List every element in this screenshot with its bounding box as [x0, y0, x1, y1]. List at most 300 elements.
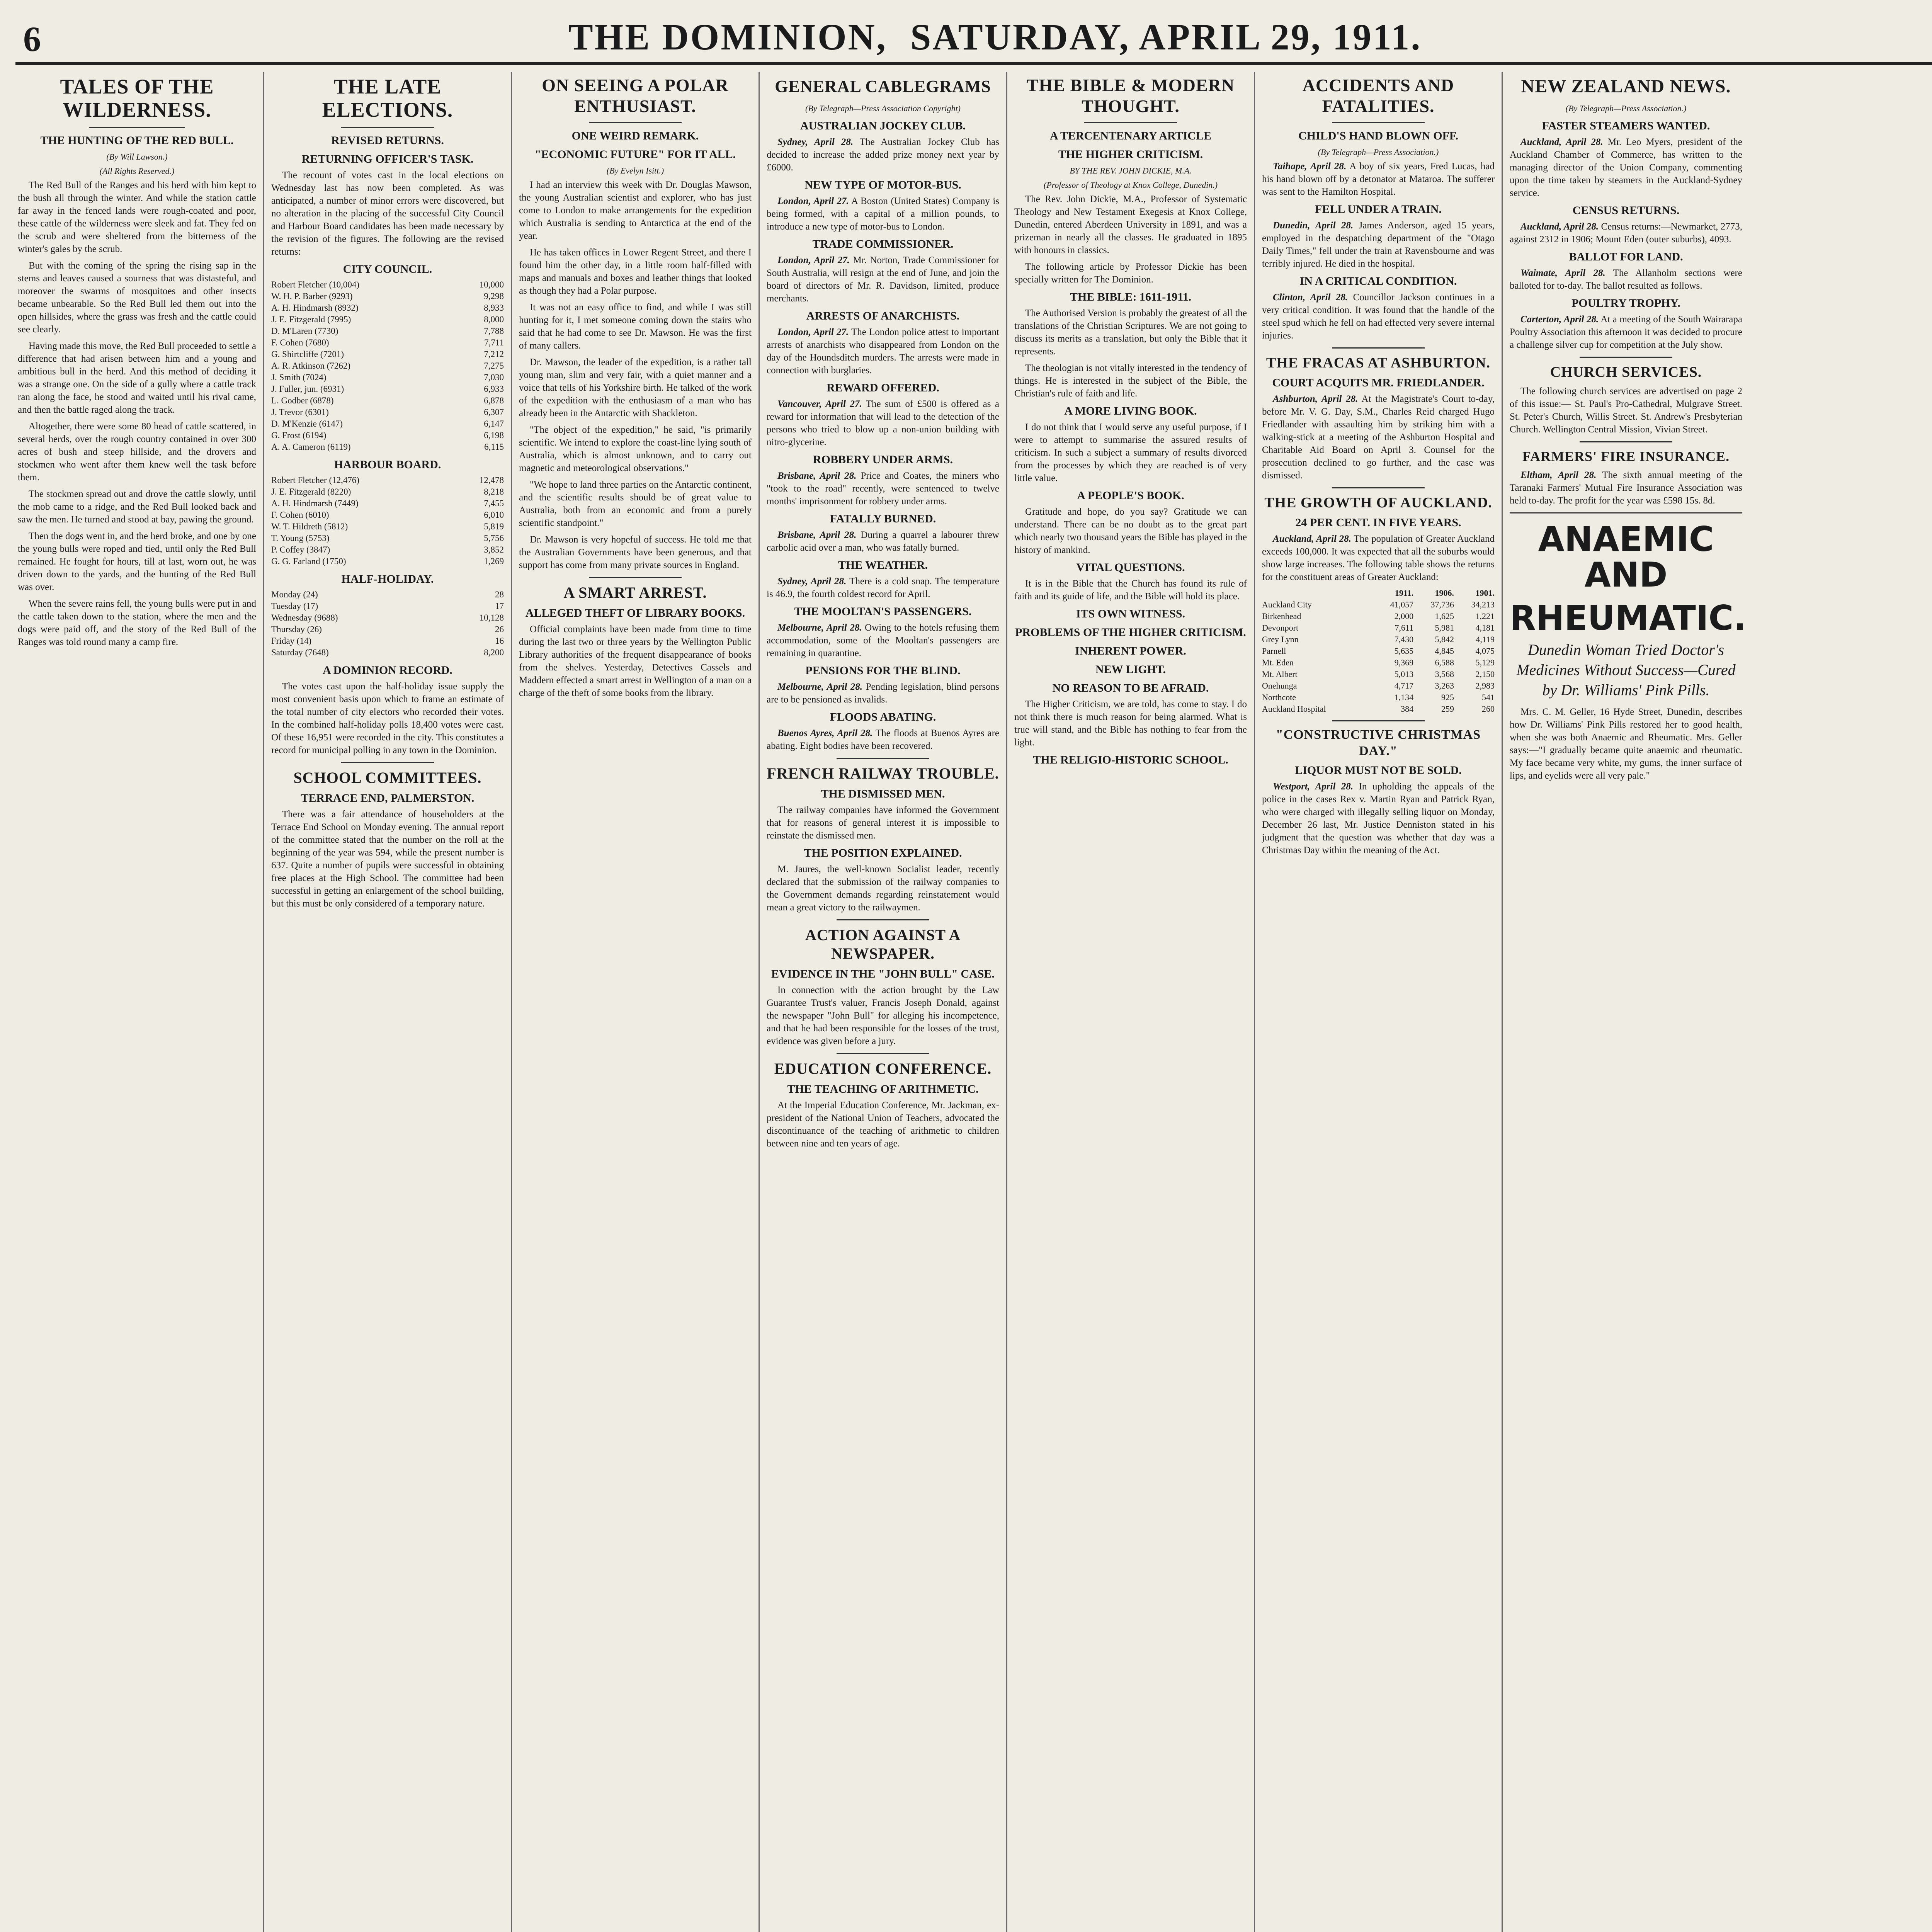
column-4	[759, 72, 1006, 1932]
subhead-own-witness: ITS OWN WITNESS.	[1076, 607, 1185, 620]
table-row	[271, 486, 504, 498]
table-row	[1262, 634, 1495, 645]
subhead-tercentenary: A TERCENTENARY ARTICLE	[1050, 129, 1211, 142]
table-row	[271, 589, 504, 600]
table-cell: D. M'Kenzie (6147)	[271, 419, 343, 429]
headline-accidents: ACCIDENTS AND FATALITIES.	[1302, 75, 1454, 116]
headline-growth: THE GROWTH OF AUCKLAND.	[1264, 495, 1492, 511]
table-cell: 259	[1441, 704, 1454, 714]
paragraph: It is in the Bible that the Church has found its rule of faith and its guide of life, and the Bible will hold its place.	[1014, 578, 1247, 602]
paragraph-text: Owing to the hotels refusing them accommodation, some of the Mooltan's passengers are remaining in quarantine.	[767, 622, 999, 658]
table-cell: 3,852	[484, 545, 504, 554]
subhead-weird: ONE WEIRD REMARK.	[571, 129, 699, 142]
table-row	[271, 314, 504, 325]
subhead-economic: "ECONOMIC FUTURE" FOR IT ALL.	[534, 148, 736, 161]
headline-school: SCHOOL COMMITTEES.	[293, 769, 482, 786]
table-cell: 7,455	[484, 498, 504, 508]
table-cell: 17	[495, 601, 504, 611]
table-cell: Wednesday (9688)	[271, 613, 338, 622]
table-cell: Monday (24)	[271, 590, 318, 599]
column-3	[511, 72, 759, 1932]
table-row	[271, 521, 504, 532]
dateline: Eltham, April 28.	[1520, 470, 1597, 480]
column-7	[1502, 72, 1749, 1932]
subhead-new-light: NEW LIGHT.	[1095, 663, 1166, 676]
population-table	[1262, 587, 1495, 715]
table-row	[271, 337, 504, 349]
table-cell: 12,478	[479, 475, 504, 485]
subhead-position: THE POSITION EXPLAINED.	[804, 847, 962, 859]
table-cell: 10,128	[479, 613, 504, 622]
credit: (By Telegraph—Press Association.)	[1565, 104, 1687, 113]
paragraph	[767, 136, 999, 174]
paragraph: The following article by Professor Dickie has been specially written for The Dominion.	[1014, 262, 1247, 285]
paragraph-text: Mr. Leo Myers, president of the Auckland Chamber of Commerce, has written to the managing director of the Union Company, commenting upon the time taken by steamers in the Auckland-Sydney service.	[1510, 137, 1742, 198]
item-headline: FELL UNDER A TRAIN.	[1315, 203, 1442, 216]
subhead-terrace-end: TERRACE END, PALMERSTON.	[301, 792, 474, 804]
paragraph	[1510, 469, 1742, 507]
table-cell: 8,933	[484, 303, 504, 313]
table-row	[271, 509, 504, 521]
columns	[15, 72, 1932, 1932]
paragraph-text: The sixth annual meeting of the Taranaki Farmers' Mutual Fire Insurance Association was held to-day. The profit for the year was £598 15s. 8d.	[1510, 470, 1742, 506]
table-cell: 7,430	[1394, 634, 1414, 644]
paragraph: It was not an easy office to find, and while I was still hunting for it, I met someone coming down the stairs who said that he had come to see Dr. Mawson. He was the first of many callers.	[519, 302, 752, 351]
table-row	[271, 474, 504, 486]
headline-farmers: FARMERS' FIRE INSURANCE.	[1522, 449, 1730, 464]
table-row	[271, 349, 504, 360]
dateline: Ashburton, April 28.	[1273, 394, 1358, 404]
headline-elections: THE LATE ELECTIONS.	[322, 75, 453, 121]
ad-subheading: Dunedin Woman Tried Doctor's Medicines Without Success—Cured by Dr. Williams' Pink Pills.	[1516, 641, 1736, 699]
headline-arrest: A SMART ARREST.	[563, 584, 707, 601]
subhead-revised: REVISED RETURNS.	[331, 134, 444, 147]
dateline: Westport, April 28.	[1273, 781, 1354, 792]
table-row	[1262, 622, 1495, 634]
table-cell: 9,369	[1394, 658, 1414, 667]
byline: BY THE REV. JOHN DICKIE, M.A.	[1070, 166, 1192, 175]
table-cell: 384	[1401, 704, 1414, 714]
item-headline: FLOODS ABATING.	[830, 711, 936, 723]
paragraph-text: Census returns:—Newmarket, 2773, against 2312 in 1906; Mount Eden (outer suburbs), 4093.	[1510, 221, 1742, 245]
table-row	[271, 406, 504, 418]
table-cell: 5,635	[1394, 646, 1414, 656]
dateline: London, April 27.	[777, 255, 850, 265]
paragraph-text: The sum of £500 is offered as a reward for information that will lead to the detection of the persons who tried to blow up a non-union building with nitro-glycerine.	[767, 399, 999, 447]
column-1	[15, 72, 263, 1932]
paragraph: Official complaints have been made from time to time during the last two or three years by the Wellington Public Library authorities of the frequent disappearance of books from the shelves. Yesterday, Detectives Cassels and Maddern effected a smart arrest in Wellington of a man on a charge of the theft of some books from the library.	[519, 624, 752, 698]
subhead-city-council: CITY COUNCIL.	[343, 263, 432, 276]
subhead-half-holiday: HALF-HOLIDAY.	[341, 573, 434, 585]
table-cell: 6,198	[484, 430, 504, 440]
table-row	[271, 612, 504, 624]
table-row	[271, 302, 504, 314]
item-headline: IN A CRITICAL CONDITION.	[1299, 275, 1457, 287]
subhead-percent: 24 PER CENT. IN FIVE YEARS.	[1295, 516, 1461, 529]
table-cell: 5,842	[1435, 634, 1454, 644]
paragraph-text: The London police attest to important arrests of anarchists who disappeared from London on the day of the Houndsditch murders. The arrests were made in connection with burglaries.	[767, 327, 999, 376]
credit: (By Telegraph—Press Association Copyright)	[805, 104, 961, 113]
paragraph-text: Councillor Jackson continues in a very critical condition. It was found that the handle of the steel spud which he fell on had effected very severe internal injuries.	[1262, 292, 1495, 341]
table-cell: F. Cohen (7680)	[271, 338, 329, 347]
paragraph: The Red Bull of the Ranges and his herd with him kept to the bush all through the winter. And while the station cattle far away in the fenced lands were rough-coated and poor, these cattle of the wilderness were sleek and fat. They fed on the scrub and were sheltered from the bitterness of the winter's gales by the scrub.	[18, 180, 256, 254]
dateline: Waimate, April 28.	[1520, 268, 1605, 278]
item-headline: BALLOT FOR LAND.	[1569, 250, 1683, 263]
column-6	[1254, 72, 1502, 1932]
headline-french: FRENCH RAILWAY TROUBLE.	[767, 765, 999, 782]
paragraph-text: James Anderson, aged 15 years, employed in the despatching department of the "Otago Daily Times," fell under the train at Ravensbourne and was terribly injured. He died in the hospital.	[1262, 220, 1495, 269]
paragraph: At the Imperial Education Conference, Mr. Jackman, ex-president of the National Union of Teachers, advocated the discontinuance of the teaching of arithmetic to children between nine and ten years of age.	[767, 1100, 999, 1149]
table-row	[271, 430, 504, 441]
subhead-religio: THE RELIGIO-HISTORIC SCHOOL.	[1033, 753, 1228, 766]
table-cell: 3,568	[1435, 669, 1454, 679]
item-headline: CENSUS RETURNS.	[1572, 204, 1680, 217]
ad-headline-anaemic: ANAEMIC AND	[1538, 519, 1714, 595]
paragraph	[767, 680, 999, 706]
paragraph	[767, 727, 999, 752]
table-row	[1262, 668, 1495, 680]
table-row	[271, 600, 504, 612]
dateline: Brisbane, April 28.	[777, 471, 857, 481]
paragraph	[1262, 780, 1495, 857]
paragraph: The recount of votes cast in the local elections on Wednesday last has now been completed. As was anticipated, a number of minor errors were discovered, but no alteration in the placing of the successful City Council and Harbour Board candidates has been made necessary by the revision of the figures. The following are the revised returns:	[271, 170, 504, 257]
table-cell: Thursday (26)	[271, 624, 322, 634]
table-cell: A. H. Hindmarsh (8932)	[271, 303, 359, 313]
paragraph-text: A boy of six years, Fred Lucas, had his hand blown off by a detonator at Mataroa. The sufferer was sent to the Hamilton Hospital.	[1262, 161, 1495, 197]
paragraph-text: The floods at Buenos Ayres are abating. Eight bodies have been recovered.	[767, 728, 999, 751]
paragraph: When the severe rains fell, the young bulls were put in and the cattle taken down to the station, where the men and the dogs were paid off, and the story of the Red Bull of the Ranges was told round many a camp fire.	[18, 599, 256, 647]
dateline: London, April 27.	[777, 327, 849, 337]
paragraph	[767, 326, 999, 377]
table-cell: J. E. Fitzgerald (7995)	[271, 315, 351, 324]
paragraph: The theologian is not vitally interested in the tendency of things. He is interested in the subject of the Bible, the Christian's rule of faith and life.	[1014, 363, 1247, 399]
paragraph-text: Pending legislation, blind persons are to be pensioned as invalids.	[767, 682, 999, 705]
subhead-john-bull: EVIDENCE IN THE "JOHN BULL" CASE.	[771, 968, 995, 980]
table-row	[271, 532, 504, 544]
paragraph: He has taken offices in Lower Regent Street, and there I found him the other day, in a little room half-filled with maps and manuals and boxes and leather things that looked as though they had a Polar purpose.	[519, 247, 752, 296]
rights-note: (All Rights Reserved.)	[99, 166, 175, 176]
table-cell: J. Trevor (6301)	[271, 407, 329, 417]
byline: (By Will Lawson.)	[106, 152, 168, 162]
table-cell: Grey Lynn	[1262, 634, 1299, 644]
table-cell: 1,625	[1435, 611, 1454, 621]
table-row	[271, 498, 504, 509]
paragraph: Gratitude and hope, do you say? Gratitude we can understand. There can be no doubt as to the great part which nearly two thousand years the Bible has played in the history of mankind.	[1014, 507, 1247, 555]
paragraph: Dr. Mawson, the leader of the expedition, is a rather tall young man, slim and very fair, with a quiet manner and a voice that tells of his Yorkshire birth. He talked of the work of the expedition with the enthusiasm of a man who has already been in the Antarctic with Shackleton.	[519, 357, 752, 418]
dateline: Auckland, April 28.	[1273, 534, 1352, 544]
paragraph: The votes cast upon the half-holiday issue supply the most convenient basis upon which to frame an estimate of the total number of city electors who recorded their votes. In the combined half-holiday polls 18,400 votes were cast. Of these 16,951 were recorded in the city. This constitutes a record for municipal polling in any town in the Dominion.	[271, 681, 504, 755]
half-holiday-table	[271, 589, 504, 658]
subhead-vital: VITAL QUESTIONS.	[1076, 561, 1185, 574]
table-row	[1262, 599, 1495, 611]
subhead-arithmetic: THE TEACHING OF ARITHMETIC.	[787, 1083, 979, 1095]
table-row	[271, 441, 504, 453]
table-cell: Auckland Hospital	[1262, 704, 1326, 714]
paragraph-text: At a meeting of the South Wairarapa Poultry Association this afternoon it was decided to procure a challenge silver cup for competition at the July show.	[1510, 314, 1742, 350]
paragraph: In connection with the action brought by the Law Guarantee Trust's valuer, Francis Joseph Donald, against the newspaper "John Bull" for alleging his incompetence, and that he had been responsible for the losses of the trust, evidence was given before a jury.	[767, 985, 999, 1046]
paragraph: The Rev. John Dickie, M.A., Professor of Systematic Theology and New Testament Exegesis at Knox College, Dunedin, entered Aberdeen University in 1891, and was a prizeman in nearly all the classes. He graduated in 1895 with honours in classics.	[1014, 194, 1247, 255]
table-cell: L. Godber (6878)	[271, 396, 334, 405]
column-5	[1006, 72, 1254, 1932]
table-cell: Mt. Eden	[1262, 658, 1294, 667]
table-cell: 3,263	[1435, 681, 1454, 690]
subhead-red-bull: THE HUNTING OF THE RED BULL.	[40, 134, 234, 147]
table-row	[271, 291, 504, 302]
table-cell: 6,115	[484, 442, 504, 452]
table-cell: Onehunga	[1262, 681, 1297, 690]
paragraph	[767, 621, 999, 660]
item-headline: TRADE COMMISSIONER.	[812, 238, 954, 250]
table-row	[271, 647, 504, 658]
table-cell: A. R. Atkinson (7262)	[271, 361, 351, 371]
paragraph	[767, 195, 999, 233]
dateline: Melbourne, April 28.	[777, 682, 863, 692]
table-cell: 6,307	[484, 407, 504, 417]
item-headline: CHILD'S HAND BLOWN OFF.	[1298, 129, 1458, 142]
table-header-cell: 1911.	[1395, 588, 1414, 598]
table-cell: Saturday (7648)	[271, 648, 329, 657]
table-cell: 34,213	[1471, 600, 1495, 609]
ad-paragraph: Mrs. C. M. Geller, 16 Hyde Street, Dunedin, describes how Dr. Williams' Pink Pills restored her to good health, when she was both Anaemic and Rheumatic. Mrs. Geller says:—"I gradually became quite anaemic and rheumatic. My face became very white, my gums, the inner surface of lips, and eyelids were all very pale."	[1510, 707, 1742, 781]
paragraph: Having made this move, the Red Bull proceeded to settle a difference that had arisen between him and a young and ambitious bull in the herd. And this method of deciding it was a strange one. On the side of a gully where a cattle track ran along the face, he stood and waited until his rival came, and then the battle raged along the track.	[18, 341, 256, 415]
table-cell: 260	[1482, 704, 1495, 714]
table-row	[271, 325, 504, 337]
paragraph-text: The Australian Jockey Club has decided to increase the added prize money next year by £6000.	[767, 137, 999, 173]
subhead-harbour-board: HARBOUR BOARD.	[334, 458, 441, 471]
table-cell: 5,756	[484, 533, 504, 543]
item-headline: PENSIONS FOR THE BLIND.	[805, 664, 961, 677]
paragraph: "The object of the expedition," he said, "is primarily scientific. We intend to explore the coast-line lying south of Australia, which is almost unknown, and to carry out magnetic and meteorological observations."	[519, 425, 752, 473]
table-cell: D. M'Laren (7730)	[271, 326, 338, 336]
ad-headline-rheumatic: RHEUMATIC.	[1510, 598, 1747, 638]
subhead-criticism: THE HIGHER CRITICISM.	[1058, 148, 1203, 161]
author-note: (Professor of Theology at Knox College, Dunedin.)	[1043, 180, 1218, 190]
table-cell: J. Fuller, jun. (6931)	[271, 384, 344, 394]
table-cell: 4,075	[1475, 646, 1495, 656]
table-cell: 10,000	[479, 280, 504, 289]
table-cell: Robert Fletcher (10,004)	[271, 280, 360, 289]
table-cell: T. Young (5753)	[271, 533, 330, 543]
table-cell: 2,000	[1394, 611, 1414, 621]
table-cell: 37,736	[1430, 600, 1454, 609]
paragraph	[1510, 267, 1742, 292]
table-cell: J. E. Fitzgerald (8220)	[271, 487, 351, 497]
table-cell: G. Frost (6194)	[271, 430, 327, 440]
table-row	[271, 635, 504, 647]
headline-polar: ON SEEING A POLAR ENTHUSIAST.	[542, 75, 729, 116]
table-cell: 7,788	[484, 326, 504, 336]
table-cell: W. H. P. Barber (9293)	[271, 291, 353, 301]
table-row	[271, 418, 504, 430]
paragraph	[1510, 313, 1742, 351]
table-cell: Robert Fletcher (12,476)	[271, 475, 360, 485]
table-cell: A. A. Cameron (6119)	[271, 442, 351, 452]
table-header-cell	[1262, 587, 1373, 599]
dateline: Buenos Ayres, April 28.	[777, 728, 873, 738]
paragraph: I had an interview this week with Dr. Douglas Mawson, the young Australian scientist and explorer, who has just come to London to make arrangements for the expedition which Australia is sending to Antarctica at the end of the year.	[519, 180, 752, 241]
paragraph	[767, 254, 999, 305]
subhead-dominion-record: A DOMINION RECORD.	[323, 664, 452, 677]
paragraph	[1262, 160, 1495, 198]
table-cell: 1,269	[484, 556, 504, 566]
table-cell: 26	[495, 624, 504, 634]
paragraph	[767, 398, 999, 449]
table-cell: 6,147	[484, 419, 504, 429]
table-cell: 7,275	[484, 361, 504, 371]
table-row	[271, 544, 504, 556]
table-cell: 7,030	[484, 372, 504, 382]
table-cell: W. T. Hildreth (5812)	[271, 522, 348, 531]
table-row	[271, 279, 504, 291]
masthead	[15, 15, 1932, 65]
dateline: Taihape, April 28.	[1273, 161, 1347, 172]
table-cell: 925	[1441, 692, 1454, 702]
subhead-problems: PROBLEMS OF THE HIGHER CRITICISM.	[1015, 626, 1246, 639]
table-cell: Friday (14)	[271, 636, 312, 646]
table-row	[271, 556, 504, 567]
paragraph	[1262, 219, 1495, 270]
table-row	[1262, 611, 1495, 622]
paragraph: There was a fair attendance of householders at the Terrace End School on Monday evening. The annual report of the committee stated that the number on the roll at the beginning of the year was 594, while the present number is 637. Quite a number of pupils were successful in obtaining free places at the High School. The committee had been successful in getting an enlargement of the school building, but this must be only considered of a temporary nature.	[271, 809, 504, 909]
table-cell: Northcote	[1262, 692, 1296, 702]
item-headline: ARRESTS OF ANARCHISTS.	[806, 310, 960, 322]
paragraph	[1262, 291, 1495, 342]
table-row	[1262, 645, 1495, 657]
subhead-dismissed: THE DISMISSED MEN.	[821, 787, 945, 800]
table-cell: 6,878	[484, 396, 504, 405]
dateline: London, April 27.	[777, 196, 849, 206]
paragraph: Dr. Mawson is very hopeful of success. He told me that the Australian Governments have been generous, and that support has come from many private sources in England.	[519, 534, 752, 570]
subhead-inherent: INHERENT POWER.	[1075, 645, 1186, 657]
table-row	[271, 360, 504, 372]
headline-church: CHURCH SERVICES.	[1550, 364, 1702, 380]
table-row	[271, 624, 504, 635]
table-row	[271, 372, 504, 383]
paragraph: The railway companies have informed the Government that for reasons of general interest it is impossible to reinstate the dismissed men.	[767, 805, 999, 841]
paragraph-text: During a quarrel a labourer threw carbolic acid over a man, who was fatally burned.	[767, 530, 999, 553]
table-cell: 4,717	[1394, 681, 1414, 690]
paragraph	[1262, 532, 1495, 583]
paragraph: I do not think that I would serve any useful purpose, if I were to attempt to summarise the assured results of criticism. In such a subject a summary of results divorced from the processes by which they are reached is of very little value.	[1014, 422, 1247, 483]
table-cell: 5,981	[1435, 623, 1454, 633]
paragraph: Then the dogs went in, and the herd broke, and one by one the young bulls were roped and tied, until only the Red Bull remained. He fought for hours, till at last, worn out, he was driven down to the yards, and the hunting of the Red Bull was over.	[18, 531, 256, 592]
table-cell: A. H. Hindmarsh (7449)	[271, 498, 359, 508]
table-cell: 6,933	[484, 384, 504, 394]
table-cell: 16	[495, 636, 504, 646]
paragraph-text: Price and Coates, the miners who "took to the road" recently, were sentenced to twelve months' imprisonment for robbery under arms.	[767, 471, 999, 507]
dateline: Brisbane, April 28.	[777, 530, 857, 540]
table-cell: 2,150	[1475, 669, 1495, 679]
table-cell: 7,711	[484, 338, 504, 347]
table-cell: 41,057	[1390, 600, 1414, 609]
paragraph: The Higher Criticism, we are told, has come to stay. I do not think there is much reason for being alarmed. What is true will stand, and the Bible has nothing to fear from the light.	[1014, 699, 1247, 748]
table-cell: 541	[1482, 692, 1495, 702]
table-row	[271, 395, 504, 406]
table-cell: Tuesday (17)	[271, 601, 318, 611]
paragraph-text: Mr. Norton, Trade Commissioner for South Australia, will resign at the end of June, and join the board of directors of Mr. R. Davidson, limited, produce merchants.	[767, 255, 999, 304]
table-cell: 1,134	[1394, 692, 1414, 702]
subhead-library: ALLEGED THEFT OF LIBRARY BOOKS.	[525, 607, 745, 619]
table-row	[1262, 692, 1495, 703]
table-row	[271, 383, 504, 395]
paragraph	[1262, 393, 1495, 482]
paragraph: The Authorised Version is probably the greatest of all the translations of the Christian Scriptures. We are not going to discuss its merits as a translation, but only the Bible that it represents.	[1014, 308, 1247, 357]
paper-name: THE DOMINION,	[568, 16, 887, 58]
table-cell: Mt. Albert	[1262, 669, 1298, 679]
table-cell: 5,129	[1475, 658, 1495, 667]
table-cell: Devonport	[1262, 623, 1299, 633]
paragraph: But with the coming of the spring the rising sap in the stems and leaves caused a sourness that was distasteful, and moreover the swarms of mosquitoes and other insects became unbearable. So the Red Bull led them out into the open hillsides, where the grass was fresh and the cattle could see clearly.	[18, 260, 256, 335]
item-headline: FASTER STEAMERS WANTED.	[1542, 119, 1710, 132]
page-number: 6	[23, 19, 41, 59]
paragraph-text: In upholding the appeals of the police in the cases Rex v. Martin Ryan and Patrick Ryan, who were charged with illegally selling liquor on Monday, December 26 last, Mr. Justice Denniston stated in his judgment that the question was whether that day was a Christmas Day within the meaning of the Act.	[1262, 781, 1495, 855]
subhead-peoples-book: A PEOPLE'S BOOK.	[1077, 489, 1184, 502]
dateline: Melbourne, April 28.	[777, 622, 862, 633]
headline-wilderness: TALES OF THE WILDERNESS.	[60, 75, 214, 121]
table-row	[1262, 657, 1495, 668]
city-council-table	[271, 279, 504, 453]
table-cell: 8,000	[484, 315, 504, 324]
table-row	[1262, 703, 1495, 715]
table-header-cell: 1901.	[1475, 588, 1495, 598]
headline-cablegrams: GENERAL CABLEGRAMS	[775, 77, 991, 96]
paragraph	[767, 575, 999, 600]
table-row	[1262, 680, 1495, 692]
item-headline: FATALLY BURNED.	[830, 512, 936, 525]
table-cell: P. Coffey (3847)	[271, 545, 330, 554]
table-cell: 6,588	[1435, 658, 1454, 667]
table-cell: 8,200	[484, 648, 504, 657]
paragraph	[1510, 136, 1742, 199]
subhead-living-book: A MORE LIVING BOOK.	[1064, 405, 1197, 417]
table-cell: 7,212	[484, 349, 504, 359]
subhead-no-reason: NO REASON TO BE AFRAID.	[1052, 682, 1209, 694]
paragraph	[1510, 220, 1742, 246]
masthead-title	[15, 15, 1932, 58]
headline-bible: THE BIBLE & MODERN THOUGHT.	[1026, 75, 1235, 116]
paragraph-text: The population of Greater Auckland exceeds 100,000. It was expected that all the suburbs would show large increases. The following table shows the returns for the constituent areas of Greater Auckland:	[1262, 534, 1495, 582]
paragraph: M. Jaures, the well-known Socialist leader, recently declared that the submission of the railway companies to the Government demands regarding reinstatement would mean a great victory to the railwaymen.	[767, 864, 999, 913]
item-headline: REWARD OFFERED.	[827, 381, 939, 394]
table-cell: 4,119	[1476, 634, 1495, 644]
headline-newspaper: ACTION AGAINST A NEWSPAPER.	[805, 926, 961, 962]
dateline: Clinton, April 28.	[1273, 292, 1348, 303]
dateline: Auckland, April 28.	[1520, 221, 1599, 232]
paragraph	[767, 469, 999, 508]
dateline: Dunedin, April 28.	[1273, 220, 1354, 231]
table-cell: 28	[495, 590, 504, 599]
table-header-row	[1262, 587, 1495, 599]
item-headline: ROBBERY UNDER ARMS.	[813, 453, 953, 466]
item-headline: THE MOOLTAN'S PASSENGERS.	[794, 605, 972, 618]
item-headline: POULTRY TROPHY.	[1571, 297, 1680, 310]
table-cell: 2,983	[1475, 681, 1495, 690]
issue-date: SATURDAY, APRIL 29, 1911.	[910, 16, 1422, 58]
subhead-task: RETURNING OFFICER'S TASK.	[301, 153, 474, 165]
subhead-acquits: COURT ACQUITS MR. FRIEDLANDER.	[1272, 376, 1485, 389]
table-cell: 4,181	[1475, 623, 1495, 633]
paragraph: Altogether, there were some 80 head of cattle scattered, in several herds, over the rough country contained in over 300 acres of bush and steep hillside, and the drovers and stockmen who went after them knew well the task before them.	[18, 421, 256, 483]
headline-christmas: "CONSTRUCTIVE CHRISTMAS DAY."	[1276, 728, 1481, 758]
paragraph-text: There is a cold snap. The temperature is 46.9, the fourth coldest record for April.	[767, 576, 999, 599]
dateline: Auckland, April 28.	[1520, 137, 1603, 147]
table-cell: G. G. Farland (1750)	[271, 556, 346, 566]
dateline: Vancouver, April 27.	[777, 399, 862, 409]
table-cell: 6,010	[484, 510, 504, 520]
table-cell: 8,218	[484, 487, 504, 497]
item-headline: THE WEATHER.	[838, 559, 928, 571]
byline: (By Evelyn Isitt.)	[606, 166, 664, 175]
